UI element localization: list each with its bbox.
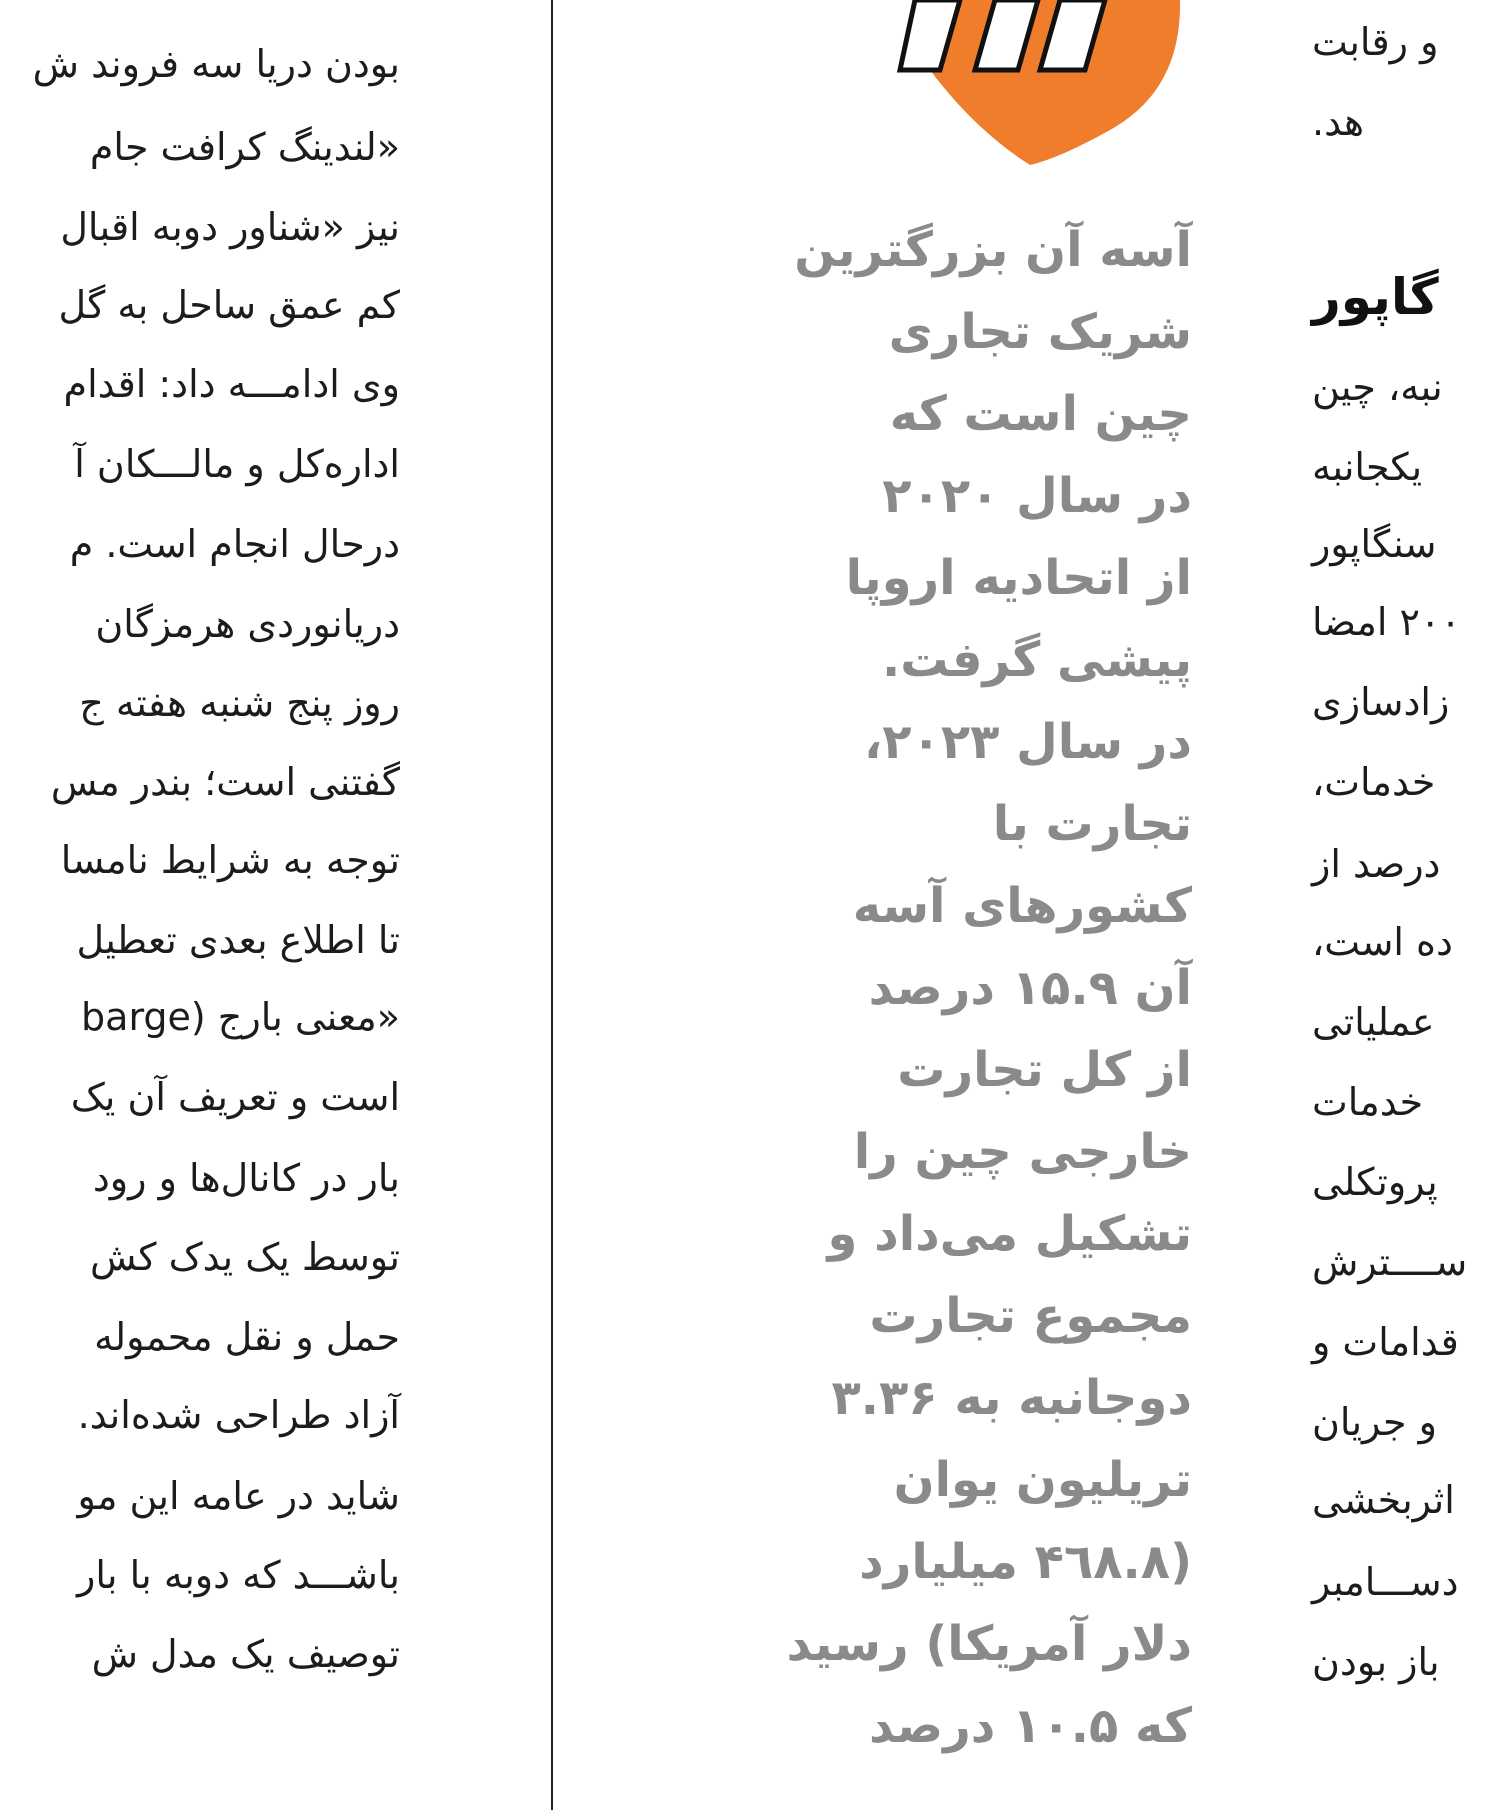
left-column-line: توسط یک یدک کش [89,1235,400,1279]
pull-quote-line: پیشی گرفت. [882,632,1192,688]
left-column-line: «لندینگ کرافت جام [89,125,400,169]
right-column-line: هد. [1312,100,1365,144]
right-column-line: عملیاتی [1312,1000,1435,1044]
pull-quote-line: تشکیل می‌داد و [827,1206,1192,1262]
left-column-line: «معنی بارج (barge [81,995,400,1039]
left-column-line: باشـــد که دوبه با بار [77,1553,400,1597]
pull-quote-line: از کل تجارت [897,1042,1192,1098]
left-column-line: آزاد طراحی شده‌اند. [77,1393,400,1437]
pull-quote-line: دلار آمریکا) رسید [786,1616,1192,1672]
left-column-line: توصیف یک مدل ش [91,1632,400,1676]
left-column-line: وی ادامـــه داد: اقدام [63,362,400,406]
pull-quote-line: آسه آن بزرگترین [794,222,1192,278]
right-column-line: یکجانبه [1312,445,1423,489]
right-column-line: خدمات [1312,1080,1424,1124]
pull-quote-line: آن ۱۵.۹ درصد [868,960,1192,1016]
column-divider [551,0,553,1810]
left-column-line: حمل و نقل محموله [94,1315,400,1359]
pull-quote-line: چین است که [889,386,1192,442]
right-column-line: خدمات، [1312,760,1436,804]
left-column-line: بار در کانال‌ها و رود [92,1156,400,1200]
left-article-column [0,0,410,1810]
left-column-line: توجه به شرایط نامسا [60,838,400,882]
right-column-line: درصد از [1312,842,1441,886]
right-column-heading: گاپور [1312,268,1439,326]
pull-quote-line: که ۱۰.۵ درصد [869,1698,1192,1754]
pull-quote-line: خارجی چین را [853,1124,1192,1180]
right-column-line: زادسازی [1312,680,1450,724]
right-article-column [1300,0,1500,1810]
right-column-line: ۲۰۰ امضا [1312,600,1461,644]
left-column-line: دریانوردی هرمزگان [95,602,400,646]
right-column-line: و رقابت [1312,20,1439,64]
right-column-line: قدامات و [1312,1320,1459,1364]
pull-quote-line: از اتحادیه اروپا [845,550,1192,606]
left-column-line: بودن دریا سه فروند ش [32,42,400,86]
pull-quote-line: در سال ۲۰۲۳، [864,714,1192,770]
left-column-line: گفتنی است؛ بندر مس [50,760,400,804]
left-column-line: است و تعریف آن یک [70,1075,400,1119]
left-column-line: نیز «شناور دوبه اقبال [60,205,400,249]
pull-quote-line: مجموع تجارت [869,1288,1192,1344]
right-column-line: ســــترش [1312,1240,1468,1284]
right-column-line: و جریان [1312,1400,1437,1444]
left-column-line: شاید در عامه این مو [77,1474,400,1518]
pull-quote-line: تجارت با [992,796,1192,852]
right-column-line: پروتکلی [1312,1160,1438,1204]
left-column-line: روز پنج شنبه هفته ج [79,681,400,725]
right-column-line: باز بودن [1312,1640,1440,1684]
right-column-line: سنگاپور [1312,522,1437,566]
right-column-line: دســـامبر [1312,1560,1459,1604]
right-column-line: اثربخشی [1312,1478,1455,1522]
pull-quote-line: در سال ۲۰۲۰ [882,468,1192,524]
right-column-line: ده است، [1312,920,1453,964]
pull-quote-line: تریلیون یوان [893,1452,1192,1508]
left-column-line: اداره‌کل و مالـــکان آ [74,442,400,486]
pull-quote-line: دوجانبه به ۳.۳۶ [831,1370,1192,1426]
pull-quote-line: شریک تجاری [888,304,1192,360]
pull-quote-line: (۴٦٨.٨ میلیارد [859,1534,1192,1590]
right-column-line: نبه، چین [1312,365,1443,409]
left-column-line: تا اطلاع بعدی تعطیل [76,918,400,962]
pull-quote-line: کشورهای آسه [852,878,1192,934]
left-column-line: درحال انجام است. م [69,522,400,566]
left-column-line: کم عمق ساحل به گل [58,283,400,327]
pull-quote [760,0,1192,1810]
